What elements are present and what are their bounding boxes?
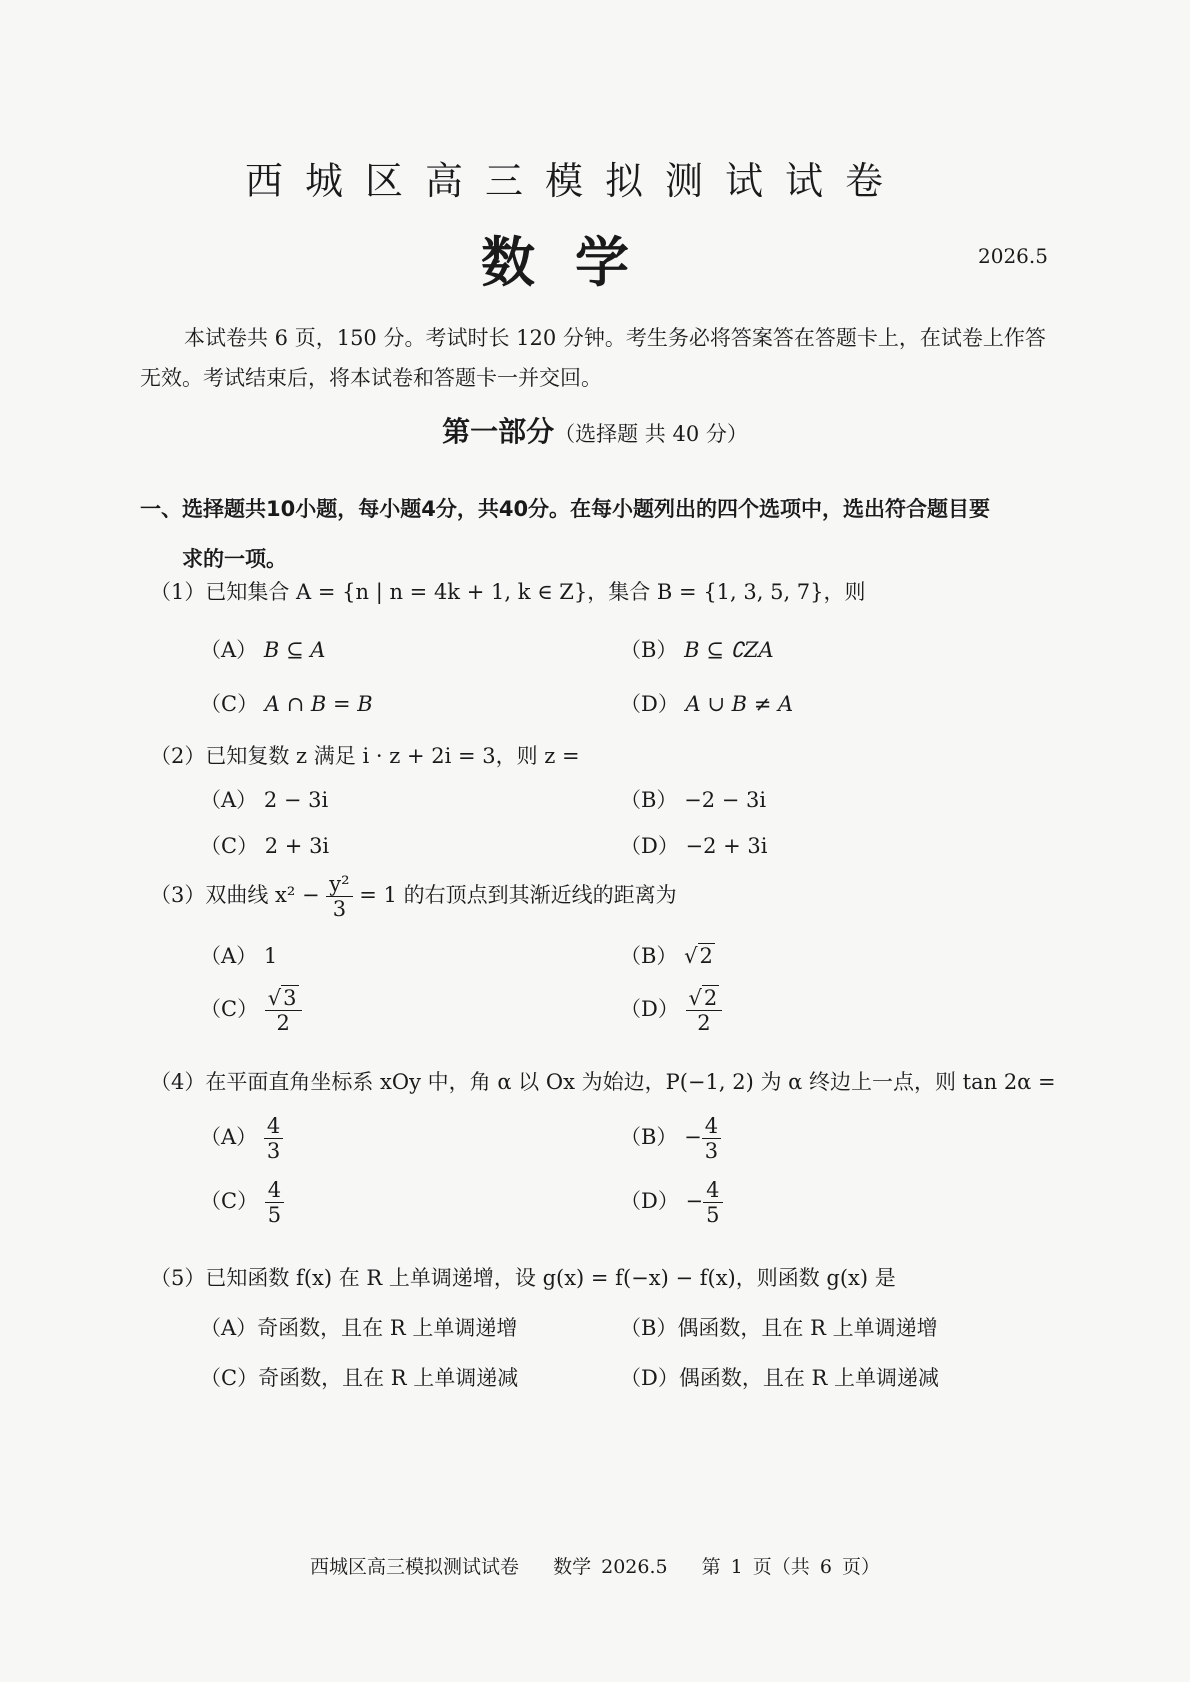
fraction-numerator: y²: [326, 872, 352, 897]
option-label: （A）: [200, 944, 258, 968]
option-fraction: [702, 1114, 721, 1163]
page-footer: [0, 1552, 1190, 1579]
fraction-denominator: 5: [267, 1203, 282, 1228]
option-text: 2 − 3i: [263, 788, 329, 812]
option-label: （B）: [620, 944, 678, 968]
q4-option-d: [620, 1178, 723, 1227]
question-3: [150, 872, 677, 921]
footer-page-number: 第 1 页（共 6 页）: [701, 1556, 880, 1578]
part-heading: [0, 410, 1190, 450]
q4-option-a: [200, 1114, 283, 1163]
fraction-denominator: 5: [706, 1203, 720, 1228]
fraction-denominator: 2: [276, 1011, 290, 1036]
option-label: （B）: [620, 1125, 678, 1150]
question-number: （5）: [150, 1266, 206, 1290]
option-label: （A）: [200, 1316, 258, 1340]
section-line-1: 一、选择题共10小题，每小题4分，共40分。在每小题列出的四个选项中，选出符合题目要: [140, 497, 991, 521]
option-text: B ⊆ ∁ZA: [684, 638, 774, 662]
q2-option-b: [620, 784, 766, 814]
question-stem: 已知函数 f(x) 在 R 上单调递增，设 g(x) = f(−x) − f(x)，则函数 g(x) 是: [205, 1266, 896, 1290]
option-label: （C）: [200, 997, 259, 1022]
q3-option-c: [200, 986, 302, 1035]
footer-subject-date: 数学 2026.5: [553, 1556, 668, 1578]
option-label: （D）: [620, 834, 679, 858]
question-number: （3）: [150, 883, 206, 908]
sqrt-symbol: √3: [267, 986, 297, 1010]
question-5: [150, 1262, 896, 1292]
q3-option-d: [620, 986, 722, 1035]
option-label: （D）: [620, 1366, 679, 1390]
question-4: [150, 1066, 1056, 1096]
question-number: （4）: [150, 1070, 206, 1094]
stem-fraction: [326, 872, 352, 921]
q3-option-a: [200, 940, 277, 970]
option-fraction: [264, 1114, 283, 1163]
question-stem: 在平面直角坐标系 xOy 中，角 α 以 Ox 为始边，P(−1, 2) 为 α 终边上一点，则 tan 2α =: [205, 1070, 1056, 1094]
option-text: 1: [263, 944, 278, 968]
q1-option-b: [620, 634, 774, 664]
option-label: （B）: [620, 788, 678, 812]
q5-option-c: [200, 1362, 518, 1392]
part-subtitle: （选择题 共 40 分）: [554, 422, 748, 446]
fraction-numerator: 4: [265, 1178, 284, 1203]
option-label: （A）: [200, 638, 258, 662]
option-text: 偶函数，且在 R 上单调递减: [678, 1366, 940, 1390]
fraction-denominator: 3: [332, 897, 347, 922]
radicand: 2: [699, 944, 713, 968]
option-label: （A）: [200, 1125, 258, 1150]
question-stem-post: = 1 的右顶点到其渐近线的距离为: [359, 883, 677, 908]
question-stem: 已知集合 A = {n | n = 4k + 1, k ∈ Z}，集合 B = {1, 3, 5, 7}，则: [205, 580, 866, 604]
option-label: （C）: [200, 692, 259, 716]
exam-instructions: 本试卷共 6 页，150 分。考试时长 120 分钟。考生务必将答案答在答题卡上，在试卷上作答无效。考试结束后，将本试卷和答题卡一并交回。: [140, 326, 1046, 390]
q4-option-b: [620, 1114, 721, 1163]
option-fraction: [265, 986, 302, 1035]
footer-exam-name: 西城区高三模拟测试试卷: [310, 1556, 520, 1578]
q2-option-a: [200, 784, 328, 814]
question-2: [150, 740, 580, 770]
option-fraction: [686, 986, 723, 1035]
fraction-denominator: 2: [697, 1011, 711, 1036]
q5-option-b: [620, 1312, 938, 1342]
q1-option-c: [200, 688, 373, 718]
fraction-denominator: 3: [266, 1139, 281, 1164]
option-label: （C）: [200, 834, 259, 858]
question-1: [150, 576, 866, 606]
q5-option-d: [620, 1362, 939, 1392]
option-sign: −: [685, 1189, 704, 1214]
option-text: 奇函数，且在 R 上单调递减: [258, 1366, 519, 1390]
option-text: 偶函数，且在 R 上单调递增: [677, 1316, 938, 1340]
fraction-numerator: 4: [702, 1114, 721, 1139]
option-text: A ∪ B ≠ A: [685, 692, 794, 716]
sqrt-symbol: √2: [684, 944, 713, 968]
option-text: −2 + 3i: [685, 834, 768, 858]
option-label: （D）: [620, 1189, 679, 1214]
option-label: （C）: [200, 1366, 259, 1390]
option-label: （D）: [620, 997, 679, 1022]
question-stem-pre: 双曲线 x² −: [205, 883, 320, 908]
subject-title: 数学: [481, 230, 669, 294]
q2-option-c: [200, 830, 329, 860]
question-stem: 已知复数 z 满足 i · z + 2i = 3，则 z =: [205, 744, 580, 768]
radicand: 2: [703, 986, 718, 1010]
option-text: B ⊆ A: [263, 638, 326, 662]
exam-date: 2026.5: [978, 244, 1048, 268]
option-fraction: [265, 1178, 284, 1227]
fraction-denominator: 3: [704, 1139, 719, 1164]
sqrt-symbol: √2: [688, 986, 718, 1010]
option-text: 奇函数，且在 R 上单调递增: [257, 1316, 518, 1340]
option-label: （A）: [200, 788, 258, 812]
section-instructions: [140, 484, 1060, 584]
option-label: （B）: [620, 638, 678, 662]
question-number: （2）: [150, 744, 206, 768]
option-label: （C）: [200, 1189, 259, 1214]
fraction-numerator: 4: [264, 1114, 283, 1139]
exam-title: 西城区高三模拟测试试卷: [244, 159, 905, 203]
q4-option-c: [200, 1178, 284, 1227]
q1-option-d: [620, 688, 793, 718]
option-text: A ∩ B = B: [264, 692, 373, 716]
option-label: （B）: [620, 1316, 678, 1340]
option-label: （D）: [620, 692, 679, 716]
q3-option-b: [620, 940, 715, 970]
option-sign: −: [684, 1125, 702, 1150]
q1-option-a: [200, 634, 325, 664]
option-text: 2 + 3i: [264, 834, 330, 858]
option-text: −2 − 3i: [684, 788, 767, 812]
section-line-2: 求的一项。: [182, 547, 287, 571]
q2-option-d: [620, 830, 768, 860]
fraction-numerator: 4: [703, 1178, 722, 1203]
q5-option-a: [200, 1312, 517, 1342]
option-fraction: [703, 1178, 722, 1227]
question-number: （1）: [150, 580, 206, 604]
radicand: 3: [283, 986, 297, 1010]
part-title: 第一部分: [442, 415, 555, 448]
